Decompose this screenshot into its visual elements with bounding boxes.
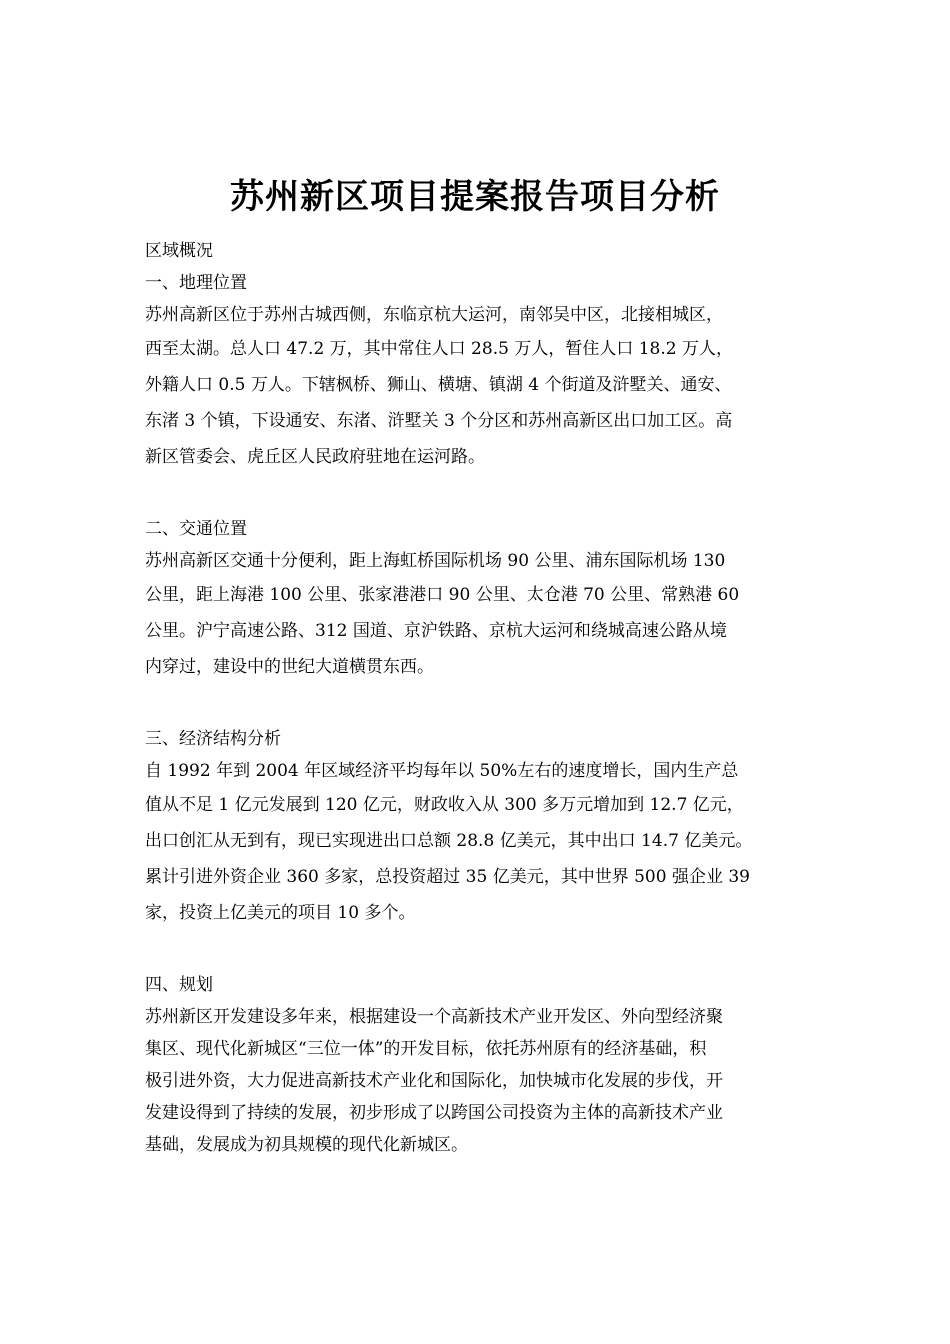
- paragraph-line: 出口创汇从无到有，现已实现进出口总额 28.8 亿美元，其中出口 14.7 亿美元。: [145, 831, 753, 851]
- paragraph-line: 新区管委会、虎丘区人民政府驻地在运河路。: [145, 447, 485, 467]
- paragraph-line: 内穿过，建设中的世纪大道横贯东西。: [145, 657, 434, 677]
- paragraph-line: 苏州新区开发建设多年来，根据建设一个高新技术产业开发区、外向型经济聚: [145, 1007, 723, 1027]
- paragraph-line: 苏州高新区位于苏州古城西侧，东临京杭大运河，南邻吴中区，北接相城区，: [145, 305, 723, 325]
- paragraph-line: 集区、现代化新城区“三位一体”的开发目标，依托苏州原有的经济基础，积: [145, 1039, 707, 1059]
- page-title: 苏州新区项目提案报告项目分析: [230, 177, 720, 217]
- section-gap: [145, 475, 805, 513]
- paragraph-line: 公里，距上海港 100 公里、张家港港口 90 公里、太仓港 70 公里、常熟港 60: [145, 585, 740, 605]
- paragraph-line: 基础，发展成为初具规模的现代化新城区。: [145, 1135, 468, 1155]
- paragraph-line: 家，投资上亿美元的项目 10 多个。: [145, 903, 416, 923]
- section-gap: [145, 685, 805, 723]
- paragraph-line: 东渚 3 个镇，下设通安、东渚、浒墅关 3 个分区和苏州高新区出口加工区。高: [145, 411, 733, 431]
- section-gap: [145, 931, 805, 969]
- paragraph-line: 极引进外资，大力促进高新技术产业化和国际化，加快城市化发展的步伐，开: [145, 1071, 723, 1091]
- paragraph-line: 西至太湖。总人口 47.2 万，其中常住人口 28.5 万人，暂住人口 18.2 万人，: [145, 339, 733, 359]
- section-heading-transport: 二、交通位置: [145, 519, 247, 539]
- section-heading-planning: 四、规划: [145, 975, 213, 995]
- paragraph-line: 外籍人口 0.5 万人。下辖枫桥、狮山、横塘、镇湖 4 个街道及浒墅关、通安、: [145, 375, 732, 395]
- area-overview-heading: 区域概况: [145, 241, 213, 261]
- paragraph-line: 苏州高新区交通十分便利，距上海虹桥国际机场 90 公里、浦东国际机场 130: [145, 551, 726, 571]
- paragraph-line: 值从不足 1 亿元发展到 120 亿元，财政收入从 300 多万元增加到 12.7 亿元，: [145, 795, 744, 815]
- section-heading-location: 一、地理位置: [145, 273, 247, 293]
- section-heading-economy: 三、经济结构分析: [145, 729, 281, 749]
- paragraph-line: 发建设得到了持续的发展，初步形成了以跨国公司投资为主体的高新技术产业: [145, 1103, 723, 1123]
- paragraph-line: 累计引进外资企业 360 多家，总投资超过 35 亿美元，其中世界 500 强企业 39: [145, 867, 750, 887]
- paragraph-line: 自 1992 年到 2004 年区域经济平均每年以 50%左右的速度增长，国内生产总: [145, 761, 739, 781]
- paragraph-line: 公里。沪宁高速公路、312 国道、京沪铁路、京杭大运河和绕城高速公路从境: [145, 621, 727, 641]
- document-body: [145, 235, 805, 1161]
